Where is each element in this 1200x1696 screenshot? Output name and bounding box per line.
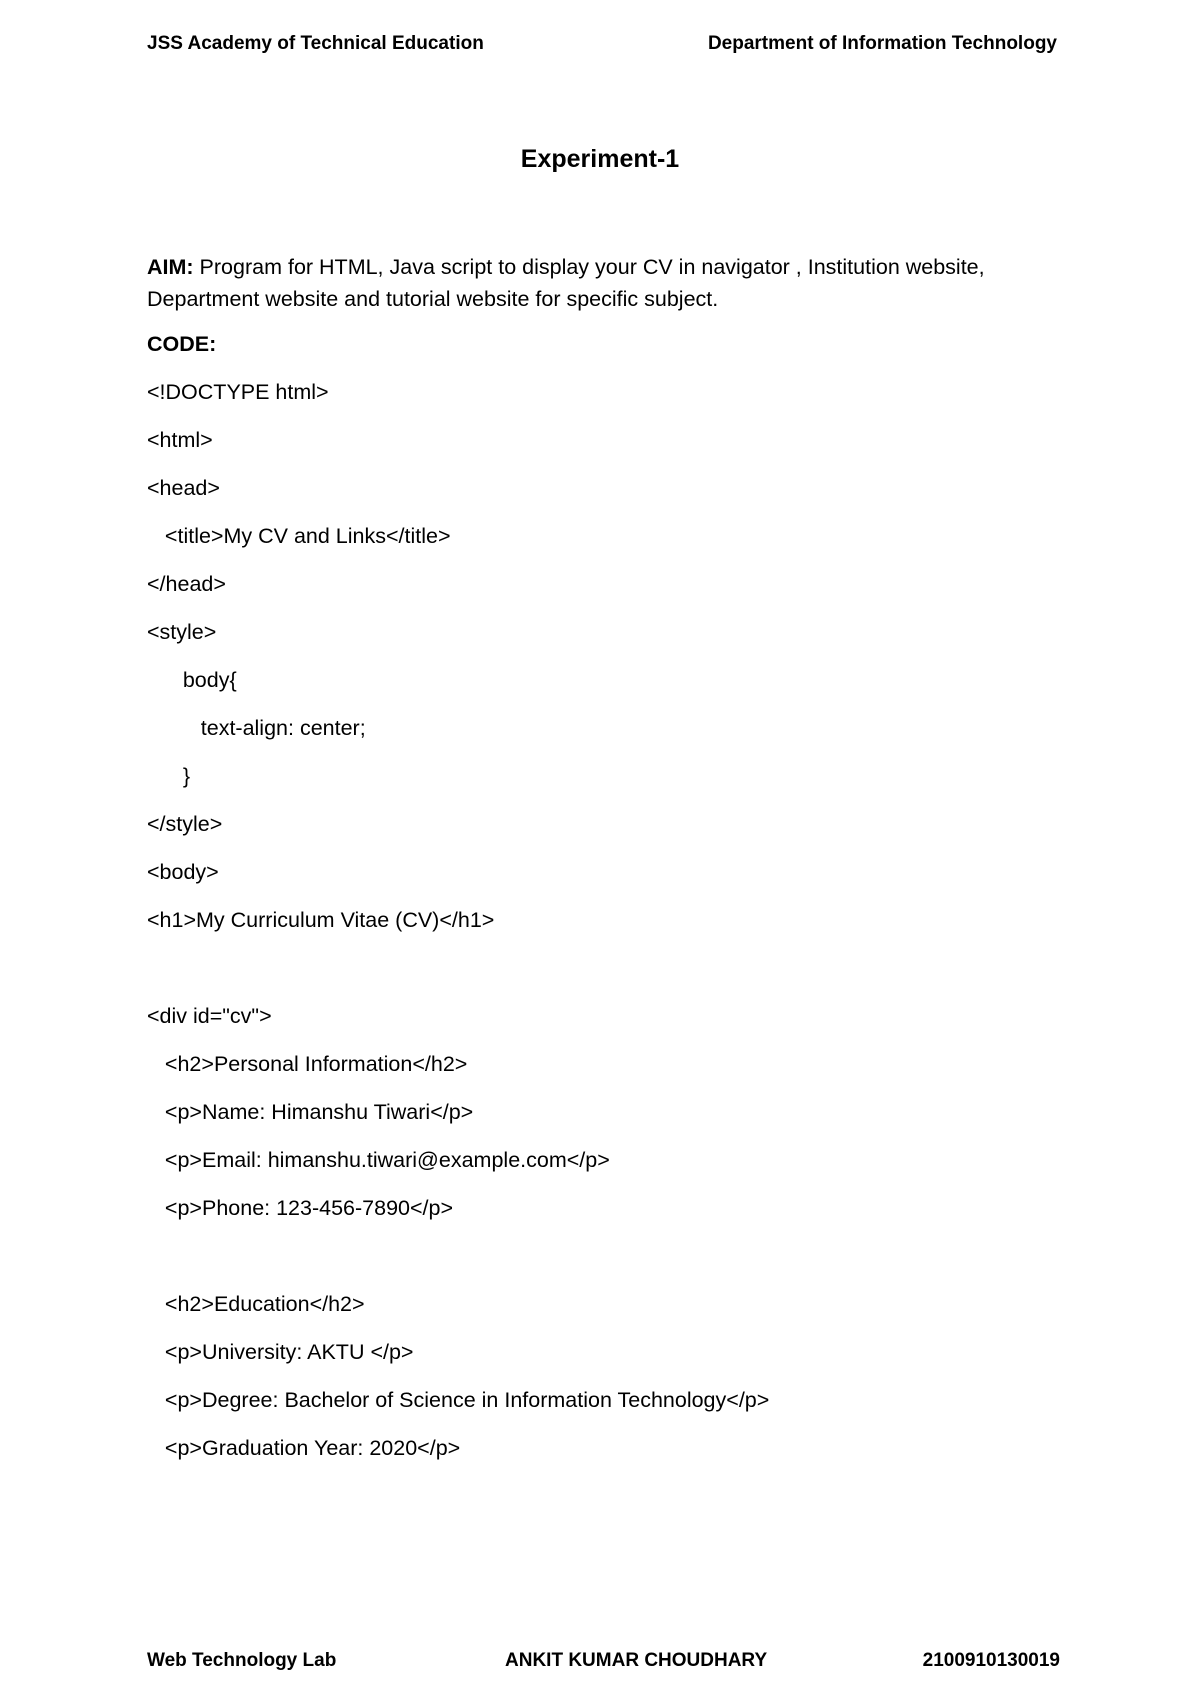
code-line: <style> <box>147 620 217 644</box>
code-line: <p>Graduation Year: 2020</p> <box>147 1436 461 1460</box>
code-line: <title>My CV and Links</title> <box>147 524 451 548</box>
code-line: <head> <box>147 476 220 500</box>
code-line: body{ <box>147 668 237 692</box>
page-footer <box>147 1650 1060 1674</box>
code-line: <html> <box>147 428 213 452</box>
code-line: <h1>My Curriculum Vitae (CV)</h1> <box>147 908 495 932</box>
code-line: text-align: center; <box>147 716 366 740</box>
footer-student-name: ANKIT KUMAR CHOUDHARY <box>505 1650 768 1671</box>
code-line: <h2>Education</h2> <box>147 1292 365 1316</box>
code-line: </style> <box>147 812 223 836</box>
experiment-title: Experiment-1 <box>520 145 680 173</box>
code-line: <!DOCTYPE html> <box>147 380 329 404</box>
aim-label: AIM: <box>147 255 194 279</box>
footer-roll-number: 2100910130019 <box>922 1650 1060 1671</box>
code-line: <p>Name: Himanshu Tiwari</p> <box>147 1100 474 1124</box>
header-institution: JSS Academy of Technical Education <box>147 33 484 54</box>
code-line: <body> <box>147 860 219 884</box>
code-heading: CODE: <box>147 332 217 356</box>
page-header <box>147 33 1057 55</box>
code-line: } <box>147 764 191 788</box>
code-line: <p>Degree: Bachelor of Science in Information Technology</p> <box>147 1388 770 1412</box>
footer-lab-name: Web Technology Lab <box>147 1650 337 1671</box>
header-department: Department of Information Technology <box>707 33 1057 54</box>
code-line: </head> <box>147 572 226 596</box>
aim-paragraph <box>147 251 1027 315</box>
code-line: <p>University: AKTU </p> <box>147 1340 414 1364</box>
code-line: <p>Email: himanshu.tiwari@example.com</p> <box>147 1148 610 1172</box>
code-line: <h2>Personal Information</h2> <box>147 1052 468 1076</box>
code-line: <p>Phone: 123-456-7890</p> <box>147 1196 454 1220</box>
aim-text: Program for HTML, Java script to display your CV in navigator , Institution website, Department website and tutorial website for specific subject. <box>147 255 985 311</box>
code-line: <div id="cv"> <box>147 1004 272 1028</box>
